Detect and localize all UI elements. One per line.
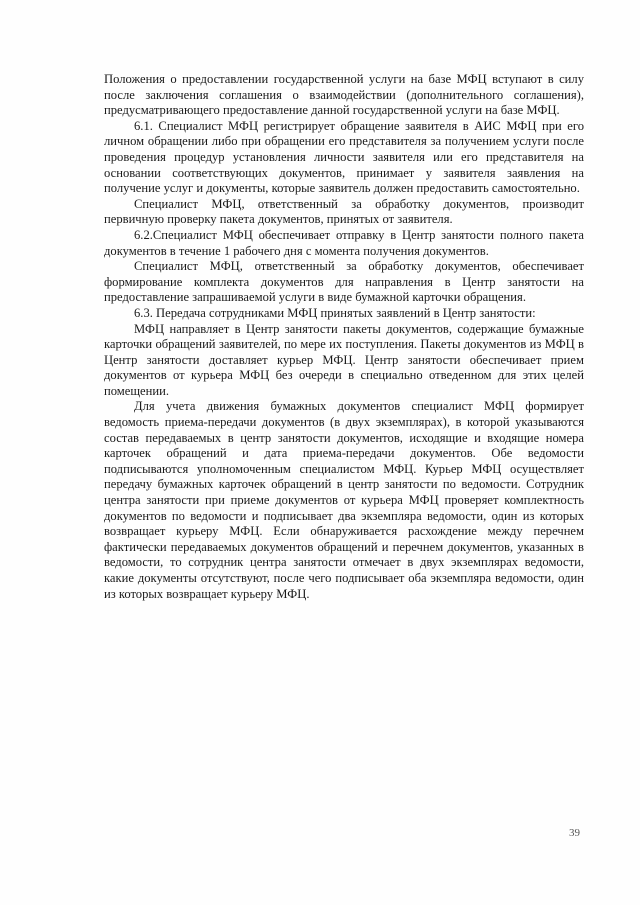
paragraph-6: 6.3. Передача сотрудниками МФЦ принятых заявлений в Центр занятости: [134, 305, 536, 320]
paragraph-1: Положения о предоставлении государственной услуги на базе МФЦ вступают в силу после заключения соглашения о взаимодействии (дополнительного соглашения), предусматривающего предоставление данной государственной услуги на базе МФЦ. [104, 72, 584, 118]
page-number: 39 [569, 827, 580, 839]
paragraph-4: 6.2.Специалист МФЦ обеспечивает отправку в Центр занятости полного пакета документов в течение 1 рабочего дня с момента получения документов. [104, 227, 584, 258]
paragraph-2: 6.1. Специалист МФЦ регистрирует обращение заявителя в АИС МФЦ при его личном обращении либо при обращении его представителя за получением услуги после проведения процедур установления личности заявителя или его представителя на основании соответствующих документов, принимает у заявителя заявления на получение услуг и документы, которые заявитель должен предоставить самостоятельно. [104, 118, 584, 196]
document-body [104, 72, 584, 602]
paragraph-7: МФЦ направляет в Центр занятости пакеты документов, содержащие бумажные карточки обращений заявителей, по мере их поступления. Пакеты документов из МФЦ в Центр занятости доставляет курьер МФЦ. Центр занятости обеспечивает прием документов от курьера МФЦ без очереди в специально отведенном для этих целей помещении. [104, 321, 584, 398]
paragraph-3: Специалист МФЦ, ответственный за обработку документов, производит первичную проверку пакета документов, принятых от заявителя. [104, 196, 584, 227]
paragraph-5: Специалист МФЦ, ответственный за обработку документов, обеспечивает формирование комплекта документов для направления в Центр занятости на предоставление запрашиваемой услуги в виде бумажной карточки обращения. [104, 259, 584, 305]
paragraph-8: Для учета движения бумажных документов специалист МФЦ формирует ведомость приема-передачи документов (в двух экземплярах), в которой указываются состав передаваемых в центр занятости документов, исходящие и входящие номера карточек обращений и дата приема-передачи документов. Обе ведомости подписываются уполномоченным специалистом МФЦ. Курьер МФЦ осуществляет передачу бумажных карточек обращений в центр занятости по ведомости. Сотрудник центра занятости при приеме документов от курьера МФЦ проверяет комплектность документов по ведомости и подписывает два экземпляра ведомости, один из которых возвращает курьеру МФЦ. Если обнаруживается расхождение между перечнем фактически передаваемых документов обращений и перечнем документов, указанных в ведомости, то сотрудник центра занятости отмечает в двух экземплярах ведомости, какие документы отсутствуют, после чего подписывает оба экземпляра ведомости, один из которых возвращает курьеру МФЦ. [104, 399, 584, 601]
